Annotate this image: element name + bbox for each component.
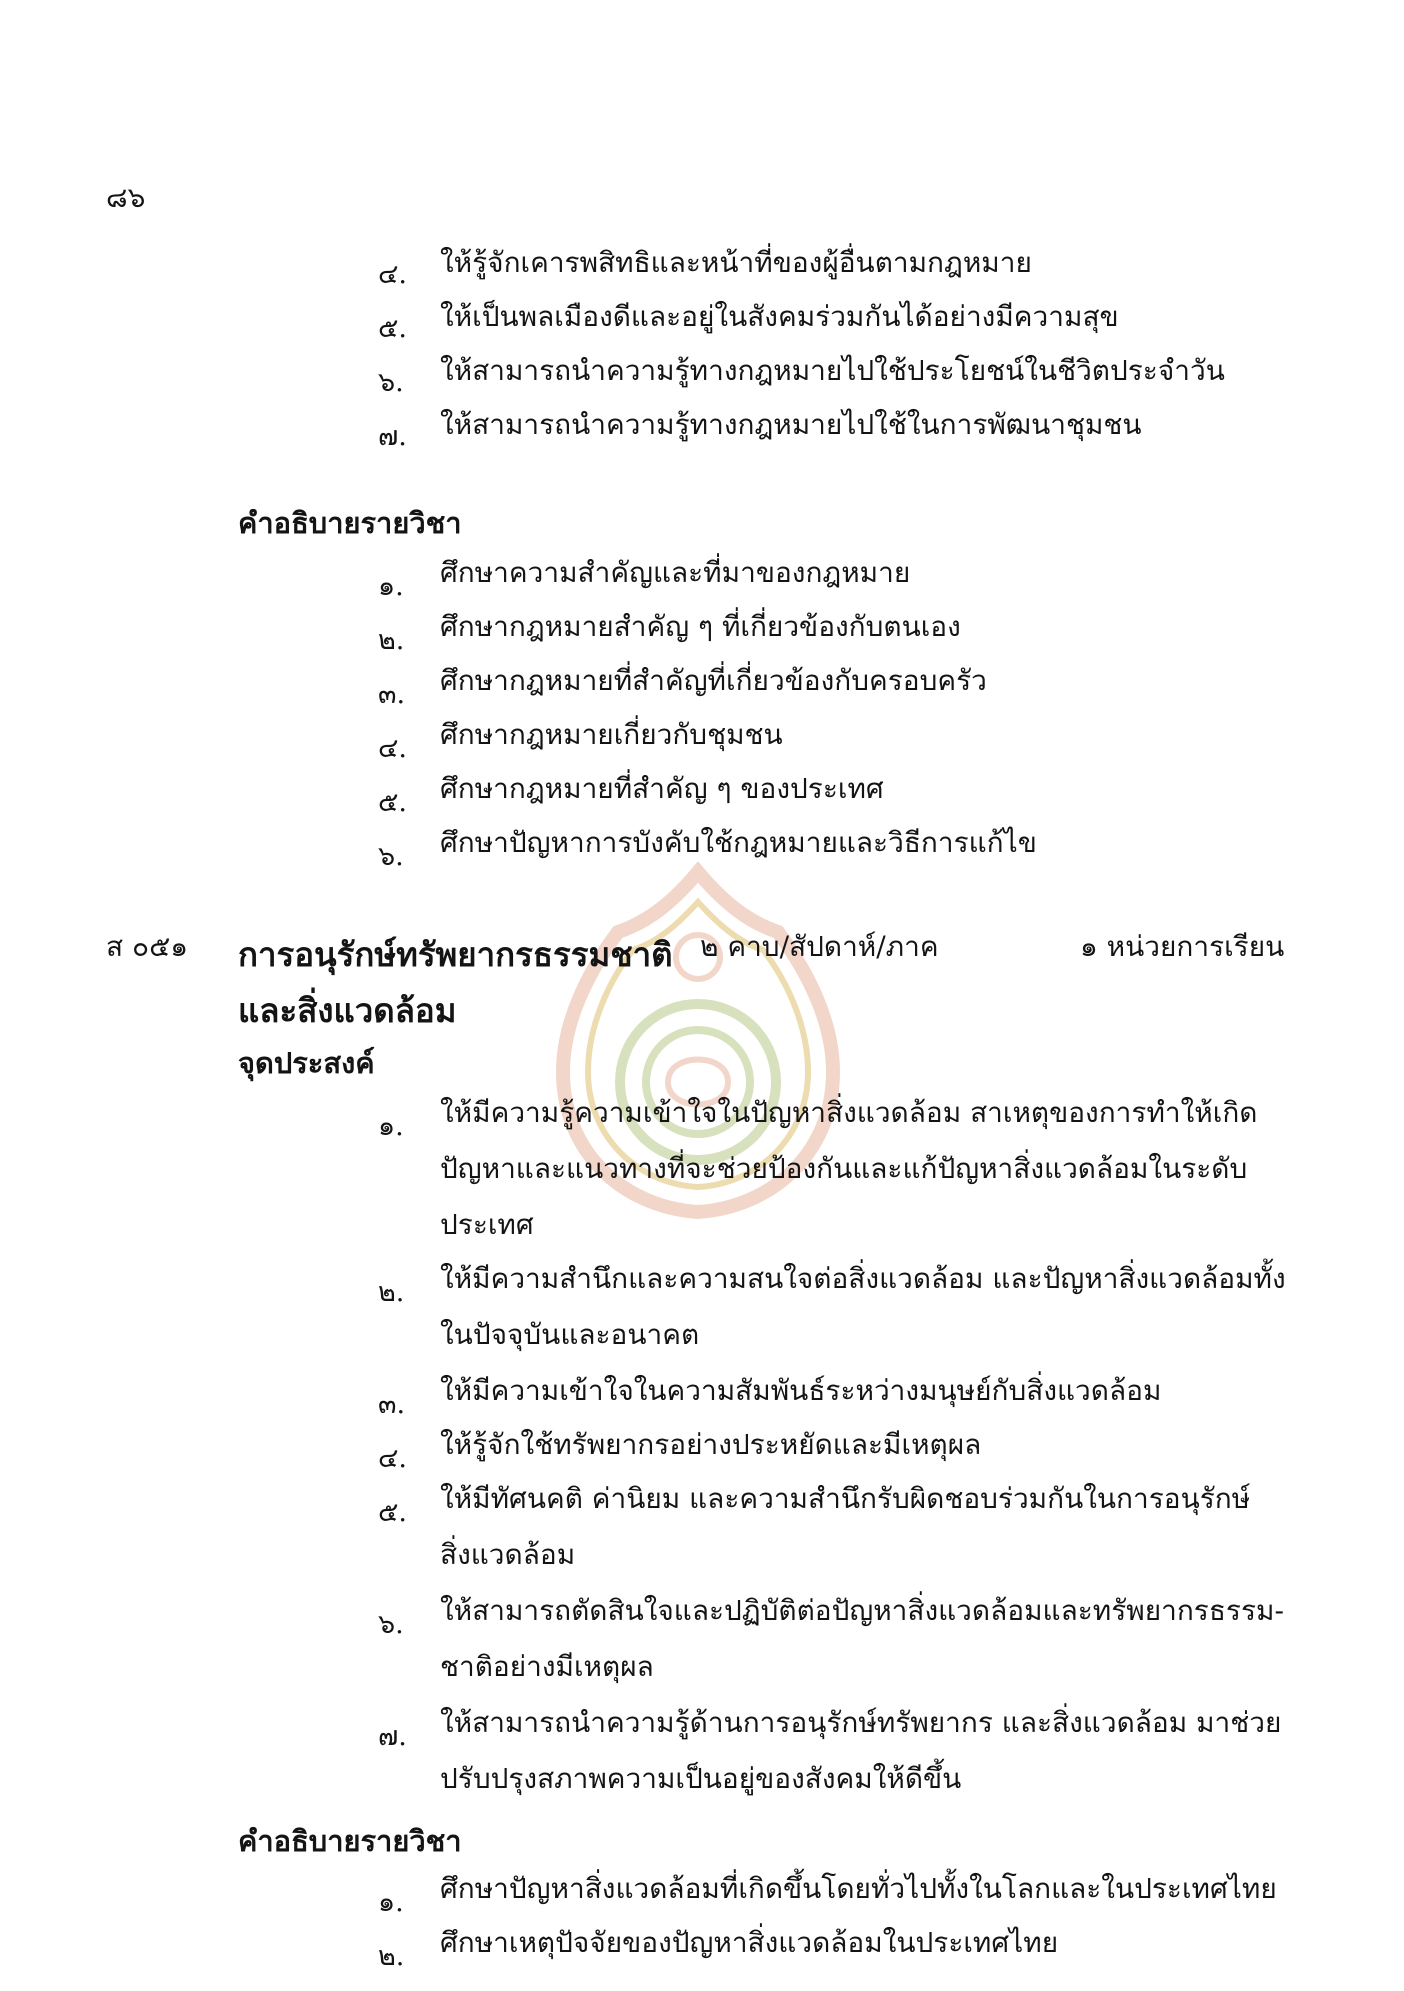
item-number: ๒. — [378, 625, 405, 656]
course-description-heading-2: คำอธิบายรายวิชา — [238, 1824, 462, 1858]
item-text: ให้มีทัศนคติ ค่านิยม และความสำนึกรับผิดชอบร่วมกันในการอนุรักษ์ — [440, 1482, 1251, 1515]
item-text: ให้มีความสำนึกและความสนใจต่อสิ่งแวดล้อม และปัญหาสิ่งแวดล้อมทั้ง — [440, 1262, 1286, 1295]
item-text: ชาติอย่างมีเหตุผล — [440, 1650, 654, 1683]
item-number: ๒. — [378, 1941, 405, 1972]
item-text: ศึกษากฎหมายสำคัญ ๆ ที่เกี่ยวข้องกับตนเอง — [440, 610, 961, 643]
item-number: ๔. — [378, 733, 408, 764]
item-text: ให้สามารถนำความรู้ทางกฎหมายไปใช้ประโยชน์ในชีวิตประจำวัน — [440, 354, 1225, 387]
objectives-heading: จุดประสงค์ — [238, 1046, 375, 1080]
item-text: ให้รู้จักใช้ทรัพยากรอย่างประหยัดและมีเหตุผล — [440, 1428, 982, 1461]
item-text: ศึกษาเหตุปัจจัยของปัญหาสิ่งแวดล้อมในประเทศไทย — [440, 1926, 1059, 1959]
item-number: ๕. — [378, 787, 408, 818]
item-number: ๖. — [378, 367, 404, 398]
item-text: ศึกษากฎหมายเกี่ยวกับชุมชน — [440, 718, 783, 751]
page-number: ๘๖ — [106, 181, 146, 214]
course-periods: ๒ คาบ/สัปดาห์/ภาค — [700, 930, 939, 963]
item-number: ๑. — [378, 1111, 404, 1142]
course-code: ส ๐๕๑ — [106, 930, 189, 963]
item-text: ให้รู้จักเคารพสิทธิและหน้าที่ของผู้อื่นตามกฎหมาย — [440, 246, 1032, 279]
item-number: ๔. — [378, 1443, 408, 1474]
item-number: ๖. — [378, 1609, 404, 1640]
course-description-heading: คำอธิบายรายวิชา — [238, 506, 462, 540]
item-number: ๗. — [378, 1721, 407, 1752]
item-text: ให้มีความรู้ความเข้าใจในปัญหาสิ่งแวดล้อม สาเหตุของการทำให้เกิด — [440, 1096, 1258, 1129]
item-text: ให้เป็นพลเมืองดีและอยู่ในสังคมร่วมกันได้อย่างมีความสุข — [440, 300, 1119, 333]
item-text: ประเทศ — [440, 1208, 534, 1241]
item-number: ๑. — [378, 571, 404, 602]
item-text: ศึกษาความสำคัญและที่มาของกฎหมาย — [440, 556, 911, 589]
item-text: ให้สามารถนำความรู้ทางกฎหมายไปใช้ในการพัฒนาชุมชน — [440, 408, 1142, 441]
item-text: ศึกษากฎหมายที่สำคัญที่เกี่ยวข้องกับครอบครัว — [440, 664, 987, 697]
item-text: ให้มีความเข้าใจในความสัมพันธ์ระหว่างมนุษย์กับสิ่งแวดล้อม — [440, 1374, 1162, 1407]
item-text: ศึกษากฎหมายที่สำคัญ ๆ ของประเทศ — [440, 772, 884, 805]
item-text: ศึกษาปัญหาสิ่งแวดล้อมที่เกิดขึ้นโดยทั่วไปทั้งในโลกและในประเทศไทย — [440, 1872, 1277, 1905]
item-number: ๖. — [378, 841, 404, 872]
item-text: ปัญหาและแนวทางที่จะช่วยป้องกันและแก้ปัญหาสิ่งแวดล้อมในระดับ — [440, 1152, 1248, 1185]
course-title: การอนุรักษ์ทรัพยากรธรรมชาติ — [238, 935, 673, 974]
item-number: ๔. — [378, 259, 408, 290]
item-number: ๗. — [378, 421, 407, 452]
item-number: ๕. — [378, 1497, 408, 1528]
item-number: ๕. — [378, 313, 408, 344]
course-units: ๑ หน่วยการเรียน — [1080, 930, 1285, 963]
item-text: ในปัจจุบันและอนาคต — [440, 1318, 700, 1351]
item-text: สิ่งแวดล้อม — [440, 1538, 576, 1571]
item-text: ศึกษาปัญหาการบังคับใช้กฎหมายและวิธีการแก้ไข — [440, 826, 1037, 859]
item-number: ๒. — [378, 1277, 405, 1308]
item-number: ๑. — [378, 1887, 404, 1918]
item-number: ๓. — [378, 679, 406, 710]
item-text: ปรับปรุงสภาพความเป็นอยู่ของสังคมให้ดีขึ้น — [440, 1762, 962, 1795]
course-title-line2: และสิ่งแวดล้อม — [238, 991, 457, 1030]
item-number: ๓. — [378, 1389, 406, 1420]
item-text: ให้สามารถตัดสินใจและปฏิบัติต่อปัญหาสิ่งแวดล้อมและทรัพยากรธรรม- — [440, 1594, 1284, 1627]
item-text: ให้สามารถนำความรู้ด้านการอนุรักษ์ทรัพยากร และสิ่งแวดล้อม มาช่วย — [440, 1706, 1282, 1739]
